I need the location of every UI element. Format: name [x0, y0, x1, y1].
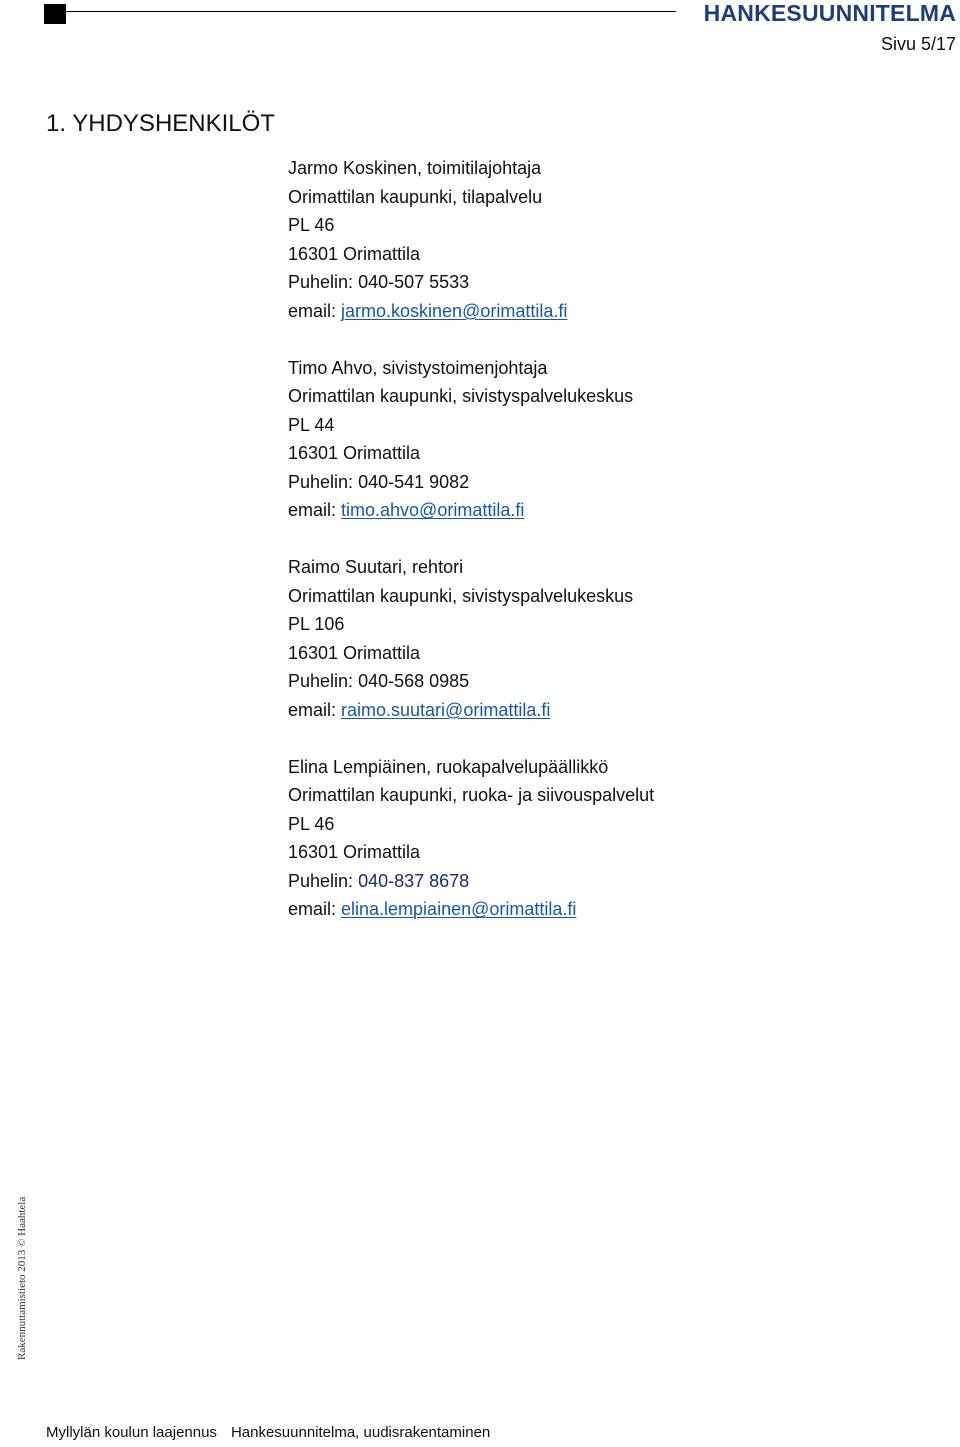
phone-label: Puhelin:: [288, 471, 359, 492]
contact-block: [288, 154, 928, 325]
phone-label: Puhelin:: [288, 671, 359, 691]
header-rule: [66, 11, 676, 12]
contacts-list: [288, 154, 928, 952]
contact-postal: 16301 Orimattila: [288, 243, 421, 264]
phone-number: 040-837 8678: [358, 870, 470, 891]
contact-organization: Orimattilan kaupunki, ruoka- ja siivouspalvelut: [288, 785, 655, 805]
contact-block: [288, 753, 928, 924]
footer-document: Hankesuunnitelma, uudisrakentaminen: [230, 1424, 491, 1441]
email-link[interactable]: jarmo.koskinen@orimattila.fi: [341, 300, 568, 321]
contact-phone-line: [288, 667, 928, 696]
contact-organization: Orimattilan kaupunki, sivistyspalvelukeskus: [288, 585, 634, 606]
phone-label: Puhelin:: [288, 272, 359, 292]
page-footer: [46, 1424, 490, 1441]
section-heading: 1. YHDYSHENKILÖT: [46, 110, 275, 137]
email-link[interactable]: timo.ahvo@orimattila.fi: [341, 500, 525, 520]
contact-email-line: [288, 696, 928, 725]
page-number: Sivu 5/17: [880, 34, 956, 54]
phone-number: 040-568 0985: [358, 671, 470, 691]
contact-name-title: Raimo Suutari, rehtori: [288, 557, 464, 577]
contact-block: [288, 354, 928, 525]
contact-postal: 16301 Orimattila: [288, 842, 421, 862]
contact-name-title: Timo Ahvo, sivistystoimenjohtaja: [288, 357, 548, 378]
phone-label: Puhelin:: [288, 870, 359, 891]
contact-name-title: Jarmo Koskinen, toimitilajohtaja: [288, 158, 542, 178]
contact-email-line: [288, 496, 928, 525]
contact-organization: Orimattilan kaupunki, sivistyspalvelukeskus: [288, 386, 634, 406]
contact-postal: 16301 Orimattila: [288, 443, 421, 463]
contact-postal: 16301 Orimattila: [288, 642, 421, 663]
copyright-side-note: Rakennuttamistieto 2013 © Haahtela: [16, 1196, 28, 1360]
contact-block: [288, 553, 928, 724]
contact-po-box: PL 106: [288, 614, 345, 634]
email-link[interactable]: elina.lempiainen@orimattila.fi: [341, 899, 577, 919]
email-label: email:: [288, 500, 342, 520]
phone-number: 040-541 9082: [358, 471, 470, 492]
email-label: email:: [288, 699, 342, 720]
header-square-mark: [44, 4, 66, 24]
document-title: HANKESUUNNITELMA: [703, 0, 956, 26]
email-link[interactable]: raimo.suutari@orimattila.fi: [341, 699, 551, 720]
footer-project: Myllylän koulun laajennus: [46, 1424, 217, 1441]
contact-po-box: PL 46: [288, 215, 335, 235]
contact-phone-line: [288, 867, 928, 896]
contact-name-title: Elina Lempiäinen, ruokapalvelupäällikkö: [288, 756, 609, 777]
contact-organization: Orimattilan kaupunki, tilapalvelu: [288, 186, 543, 207]
contact-po-box: PL 44: [288, 414, 335, 435]
contact-email-line: [288, 895, 928, 924]
contact-phone-line: [288, 268, 928, 297]
email-label: email:: [288, 300, 342, 321]
email-label: email:: [288, 899, 342, 919]
contact-po-box: PL 46: [288, 813, 335, 834]
contact-phone-line: [288, 468, 928, 497]
contact-email-line: [288, 297, 928, 326]
phone-number: 040-507 5533: [358, 272, 470, 292]
